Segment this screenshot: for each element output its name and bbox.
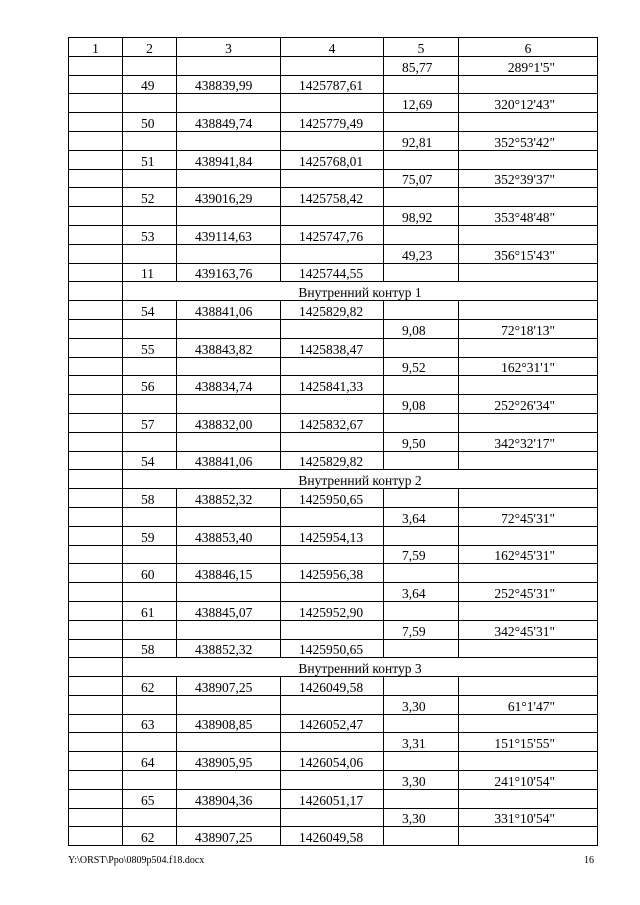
point-row xyxy=(69,301,598,320)
empty-cell xyxy=(123,94,177,113)
empty-cell xyxy=(69,432,123,451)
segment-distance: 9,08 xyxy=(384,319,459,338)
point-number: 53 xyxy=(123,225,177,244)
empty-cell xyxy=(281,733,384,752)
segment-row xyxy=(69,169,598,188)
empty-cell xyxy=(281,357,384,376)
x-coordinate: 439163,76 xyxy=(177,263,281,282)
table-header-row xyxy=(69,38,598,57)
y-coordinate: 1426051,17 xyxy=(281,789,384,808)
empty-cell xyxy=(459,639,598,658)
direction-angle: 289°1'5" xyxy=(459,56,598,75)
segment-distance: 12,69 xyxy=(384,94,459,113)
segment-row xyxy=(69,695,598,714)
footer-page-number: 16 xyxy=(584,855,594,866)
segment-distance: 3,30 xyxy=(384,695,459,714)
empty-cell xyxy=(177,545,281,564)
empty-cell xyxy=(123,319,177,338)
empty-cell xyxy=(69,301,123,320)
segment-row xyxy=(69,56,598,75)
empty-cell xyxy=(177,771,281,790)
contour-title: Внутренний контур 1 xyxy=(123,282,598,301)
x-coordinate: 438907,25 xyxy=(177,827,281,846)
empty-cell xyxy=(281,169,384,188)
segment-row xyxy=(69,207,598,226)
empty-cell xyxy=(384,413,459,432)
empty-cell xyxy=(459,789,598,808)
x-coordinate: 438832,00 xyxy=(177,413,281,432)
segment-row xyxy=(69,583,598,602)
y-coordinate: 1425956,38 xyxy=(281,564,384,583)
empty-cell xyxy=(69,620,123,639)
y-coordinate: 1425779,49 xyxy=(281,113,384,132)
empty-cell xyxy=(459,564,598,583)
y-coordinate: 1426049,58 xyxy=(281,677,384,696)
segment-row xyxy=(69,131,598,150)
empty-cell xyxy=(177,169,281,188)
empty-cell xyxy=(69,601,123,620)
x-coordinate: 438852,32 xyxy=(177,489,281,508)
point-row xyxy=(69,113,598,132)
y-coordinate: 1426049,58 xyxy=(281,827,384,846)
point-row xyxy=(69,75,598,94)
empty-cell xyxy=(177,56,281,75)
empty-cell xyxy=(123,207,177,226)
footer-file-path: Y:\ORST\Ppo\0809p504.f18.docx xyxy=(68,855,205,866)
empty-cell xyxy=(123,545,177,564)
empty-cell xyxy=(69,545,123,564)
contour-title: Внутренний контур 3 xyxy=(123,658,598,677)
segment-distance: 3,64 xyxy=(384,583,459,602)
empty-cell xyxy=(123,808,177,827)
segment-row xyxy=(69,771,598,790)
empty-cell xyxy=(69,827,123,846)
empty-cell xyxy=(69,244,123,263)
point-row xyxy=(69,338,598,357)
x-coordinate: 438843,82 xyxy=(177,338,281,357)
segment-row xyxy=(69,319,598,338)
segment-distance: 7,59 xyxy=(384,545,459,564)
point-row xyxy=(69,639,598,658)
direction-angle: 342°45'31" xyxy=(459,620,598,639)
empty-cell xyxy=(459,413,598,432)
empty-cell xyxy=(384,601,459,620)
segment-distance: 9,08 xyxy=(384,395,459,414)
empty-cell xyxy=(69,677,123,696)
x-coordinate: 438839,99 xyxy=(177,75,281,94)
empty-cell xyxy=(177,131,281,150)
empty-cell xyxy=(459,376,598,395)
empty-cell xyxy=(69,282,123,301)
empty-cell xyxy=(384,451,459,470)
empty-cell xyxy=(384,827,459,846)
point-number: 59 xyxy=(123,526,177,545)
empty-cell xyxy=(459,301,598,320)
empty-cell xyxy=(123,169,177,188)
segment-distance: 3,64 xyxy=(384,507,459,526)
empty-cell xyxy=(69,583,123,602)
y-coordinate: 1425744,55 xyxy=(281,263,384,282)
point-row xyxy=(69,752,598,771)
contour-title-row xyxy=(69,658,598,677)
x-coordinate: 438834,74 xyxy=(177,376,281,395)
empty-cell xyxy=(177,94,281,113)
empty-cell xyxy=(384,188,459,207)
empty-cell xyxy=(69,564,123,583)
empty-cell xyxy=(123,357,177,376)
point-row xyxy=(69,225,598,244)
empty-cell xyxy=(384,639,459,658)
point-number: 56 xyxy=(123,376,177,395)
point-row xyxy=(69,601,598,620)
empty-cell xyxy=(69,526,123,545)
empty-cell xyxy=(123,244,177,263)
x-coordinate: 439114,63 xyxy=(177,225,281,244)
empty-cell xyxy=(177,583,281,602)
segment-row xyxy=(69,94,598,113)
empty-cell xyxy=(384,489,459,508)
point-number: 62 xyxy=(123,677,177,696)
empty-cell xyxy=(459,75,598,94)
empty-cell xyxy=(69,131,123,150)
contour-title-row xyxy=(69,470,598,489)
empty-cell xyxy=(281,207,384,226)
empty-cell xyxy=(69,733,123,752)
empty-cell xyxy=(177,620,281,639)
empty-cell xyxy=(459,150,598,169)
empty-cell xyxy=(459,188,598,207)
column-header: 2 xyxy=(123,38,177,57)
column-header: 6 xyxy=(459,38,598,57)
empty-cell xyxy=(177,357,281,376)
direction-angle: 342°32'17" xyxy=(459,432,598,451)
empty-cell xyxy=(69,808,123,827)
empty-cell xyxy=(384,564,459,583)
point-number: 61 xyxy=(123,601,177,620)
empty-cell xyxy=(177,507,281,526)
empty-cell xyxy=(281,771,384,790)
empty-cell xyxy=(384,113,459,132)
empty-cell xyxy=(281,432,384,451)
point-row xyxy=(69,413,598,432)
segment-row xyxy=(69,432,598,451)
point-number: 49 xyxy=(123,75,177,94)
segment-distance: 75,07 xyxy=(384,169,459,188)
empty-cell xyxy=(384,376,459,395)
empty-cell xyxy=(69,338,123,357)
empty-cell xyxy=(281,583,384,602)
empty-cell xyxy=(384,789,459,808)
point-row xyxy=(69,263,598,282)
point-row xyxy=(69,714,598,733)
point-number: 55 xyxy=(123,338,177,357)
empty-cell xyxy=(177,432,281,451)
empty-cell xyxy=(384,752,459,771)
y-coordinate: 1425952,90 xyxy=(281,601,384,620)
empty-cell xyxy=(384,526,459,545)
column-header: 5 xyxy=(384,38,459,57)
direction-angle: 320°12'43" xyxy=(459,94,598,113)
segment-distance: 3,31 xyxy=(384,733,459,752)
y-coordinate: 1425829,82 xyxy=(281,451,384,470)
empty-cell xyxy=(384,338,459,357)
direction-angle: 331°10'54" xyxy=(459,808,598,827)
empty-cell xyxy=(459,827,598,846)
x-coordinate: 439016,29 xyxy=(177,188,281,207)
empty-cell xyxy=(69,188,123,207)
coordinates-table xyxy=(68,37,598,846)
point-number: 52 xyxy=(123,188,177,207)
x-coordinate: 438845,07 xyxy=(177,601,281,620)
x-coordinate: 438908,85 xyxy=(177,714,281,733)
empty-cell xyxy=(281,507,384,526)
direction-angle: 162°45'31" xyxy=(459,545,598,564)
empty-cell xyxy=(69,507,123,526)
empty-cell xyxy=(69,169,123,188)
empty-cell xyxy=(459,225,598,244)
empty-cell xyxy=(69,150,123,169)
point-row xyxy=(69,526,598,545)
empty-cell xyxy=(69,94,123,113)
point-number: 57 xyxy=(123,413,177,432)
segment-distance: 3,30 xyxy=(384,771,459,790)
empty-cell xyxy=(69,263,123,282)
empty-cell xyxy=(69,451,123,470)
empty-cell xyxy=(69,658,123,677)
segment-row xyxy=(69,620,598,639)
empty-cell xyxy=(123,620,177,639)
empty-cell xyxy=(459,526,598,545)
column-header: 1 xyxy=(69,38,123,57)
y-coordinate: 1425950,65 xyxy=(281,489,384,508)
x-coordinate: 438904,36 xyxy=(177,789,281,808)
empty-cell xyxy=(459,113,598,132)
point-number: 11 xyxy=(123,263,177,282)
segment-row xyxy=(69,244,598,263)
empty-cell xyxy=(69,357,123,376)
empty-cell xyxy=(459,489,598,508)
x-coordinate: 438846,15 xyxy=(177,564,281,583)
point-number: 51 xyxy=(123,150,177,169)
point-number: 63 xyxy=(123,714,177,733)
contour-title: Внутренний контур 2 xyxy=(123,470,598,489)
empty-cell xyxy=(69,789,123,808)
empty-cell xyxy=(69,395,123,414)
point-number: 50 xyxy=(123,113,177,132)
direction-angle: 353°48'48" xyxy=(459,207,598,226)
direction-angle: 252°26'34" xyxy=(459,395,598,414)
point-number: 54 xyxy=(123,301,177,320)
empty-cell xyxy=(69,75,123,94)
y-coordinate: 1425841,33 xyxy=(281,376,384,395)
direction-angle: 352°53'42" xyxy=(459,131,598,150)
empty-cell xyxy=(123,695,177,714)
empty-cell xyxy=(384,301,459,320)
empty-cell xyxy=(123,395,177,414)
y-coordinate: 1425829,82 xyxy=(281,301,384,320)
segment-distance: 7,59 xyxy=(384,620,459,639)
empty-cell xyxy=(123,733,177,752)
segment-row xyxy=(69,395,598,414)
direction-angle: 61°1'47" xyxy=(459,695,598,714)
point-number: 65 xyxy=(123,789,177,808)
empty-cell xyxy=(177,207,281,226)
direction-angle: 72°18'13" xyxy=(459,319,598,338)
empty-cell xyxy=(177,695,281,714)
x-coordinate: 438907,25 xyxy=(177,677,281,696)
segment-distance: 49,23 xyxy=(384,244,459,263)
empty-cell xyxy=(123,131,177,150)
empty-cell xyxy=(281,56,384,75)
point-row xyxy=(69,451,598,470)
segment-distance: 92,81 xyxy=(384,131,459,150)
empty-cell xyxy=(459,714,598,733)
segment-row xyxy=(69,808,598,827)
empty-cell xyxy=(69,639,123,658)
direction-angle: 352°39'37" xyxy=(459,169,598,188)
point-row xyxy=(69,188,598,207)
empty-cell xyxy=(69,225,123,244)
empty-cell xyxy=(69,319,123,338)
direction-angle: 162°31'1" xyxy=(459,357,598,376)
segment-distance: 9,52 xyxy=(384,357,459,376)
segment-distance: 85,77 xyxy=(384,56,459,75)
point-row xyxy=(69,677,598,696)
empty-cell xyxy=(123,507,177,526)
empty-cell xyxy=(69,470,123,489)
direction-angle: 252°45'31" xyxy=(459,583,598,602)
empty-cell xyxy=(177,733,281,752)
point-row xyxy=(69,376,598,395)
empty-cell xyxy=(459,601,598,620)
column-header: 3 xyxy=(177,38,281,57)
segment-distance: 3,30 xyxy=(384,808,459,827)
empty-cell xyxy=(459,451,598,470)
empty-cell xyxy=(281,545,384,564)
x-coordinate: 438841,06 xyxy=(177,451,281,470)
empty-cell xyxy=(69,714,123,733)
empty-cell xyxy=(459,338,598,357)
segment-row xyxy=(69,545,598,564)
empty-cell xyxy=(123,56,177,75)
empty-cell xyxy=(69,489,123,508)
point-row xyxy=(69,150,598,169)
x-coordinate: 438841,06 xyxy=(177,301,281,320)
empty-cell xyxy=(384,714,459,733)
empty-cell xyxy=(69,113,123,132)
point-row xyxy=(69,827,598,846)
empty-cell xyxy=(281,620,384,639)
y-coordinate: 1425838,47 xyxy=(281,338,384,357)
y-coordinate: 1425950,65 xyxy=(281,639,384,658)
empty-cell xyxy=(177,319,281,338)
segment-row xyxy=(69,733,598,752)
empty-cell xyxy=(281,131,384,150)
y-coordinate: 1425954,13 xyxy=(281,526,384,545)
empty-cell xyxy=(123,583,177,602)
y-coordinate: 1425747,76 xyxy=(281,225,384,244)
point-number: 64 xyxy=(123,752,177,771)
x-coordinate: 438853,40 xyxy=(177,526,281,545)
empty-cell xyxy=(69,413,123,432)
y-coordinate: 1425832,67 xyxy=(281,413,384,432)
direction-angle: 151°15'55" xyxy=(459,733,598,752)
x-coordinate: 438905,95 xyxy=(177,752,281,771)
y-coordinate: 1426054,06 xyxy=(281,752,384,771)
empty-cell xyxy=(281,395,384,414)
y-coordinate: 1425787,61 xyxy=(281,75,384,94)
empty-cell xyxy=(384,677,459,696)
column-header: 4 xyxy=(281,38,384,57)
y-coordinate: 1426052,47 xyxy=(281,714,384,733)
empty-cell xyxy=(177,808,281,827)
y-coordinate: 1425758,42 xyxy=(281,188,384,207)
point-row xyxy=(69,564,598,583)
empty-cell xyxy=(459,263,598,282)
empty-cell xyxy=(384,225,459,244)
segment-row xyxy=(69,507,598,526)
direction-angle: 72°45'31" xyxy=(459,507,598,526)
empty-cell xyxy=(384,263,459,282)
empty-cell xyxy=(123,771,177,790)
point-number: 58 xyxy=(123,639,177,658)
empty-cell xyxy=(177,395,281,414)
x-coordinate: 438941,84 xyxy=(177,150,281,169)
contour-title-row xyxy=(69,282,598,301)
empty-cell xyxy=(69,752,123,771)
segment-distance: 98,92 xyxy=(384,207,459,226)
empty-cell xyxy=(281,244,384,263)
point-number: 62 xyxy=(123,827,177,846)
point-row xyxy=(69,789,598,808)
empty-cell xyxy=(384,150,459,169)
point-row xyxy=(69,489,598,508)
empty-cell xyxy=(384,75,459,94)
empty-cell xyxy=(69,56,123,75)
point-number: 54 xyxy=(123,451,177,470)
x-coordinate: 438852,32 xyxy=(177,639,281,658)
empty-cell xyxy=(69,207,123,226)
empty-cell xyxy=(69,771,123,790)
segment-distance: 9,50 xyxy=(384,432,459,451)
empty-cell xyxy=(459,752,598,771)
empty-cell xyxy=(69,376,123,395)
empty-cell xyxy=(459,677,598,696)
point-number: 58 xyxy=(123,489,177,508)
empty-cell xyxy=(281,808,384,827)
empty-cell xyxy=(281,695,384,714)
direction-angle: 241°10'54" xyxy=(459,771,598,790)
empty-cell xyxy=(123,432,177,451)
empty-cell xyxy=(69,695,123,714)
segment-row xyxy=(69,357,598,376)
empty-cell xyxy=(177,244,281,263)
y-coordinate: 1425768,01 xyxy=(281,150,384,169)
direction-angle: 356°15'43" xyxy=(459,244,598,263)
empty-cell xyxy=(281,94,384,113)
empty-cell xyxy=(281,319,384,338)
x-coordinate: 438849,74 xyxy=(177,113,281,132)
point-number: 60 xyxy=(123,564,177,583)
